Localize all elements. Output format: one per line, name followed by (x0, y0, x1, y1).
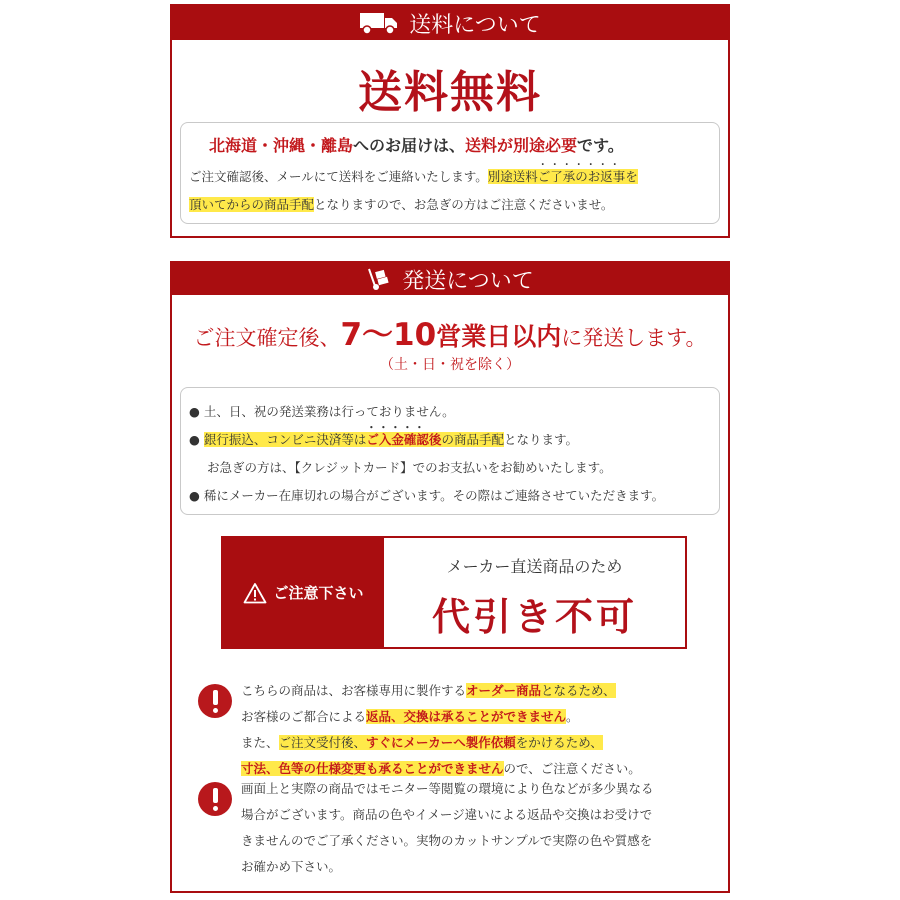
caution-label: ご注意下さい (273, 584, 364, 602)
shipping-fee-header (172, 6, 728, 40)
shipping-fee-note (180, 122, 720, 224)
dispatch-header-text: 発送について (402, 268, 534, 294)
caution-box (221, 536, 687, 649)
exclamation-icon (198, 782, 232, 816)
order-product-notice: こちらの商品は、お客様専用に製作するオーダー商品となるため、 お客様のご都合による返品、交換は承ることができません。 また、ご注文受付後、すぐにメーカーへ製作依頼をかけるため、 寸法、色等の仕様変更も承ることができませんので、ご注意ください。 (241, 683, 641, 776)
dispatch-note (180, 387, 720, 515)
dispatch-bullet-2-sub: お急ぎの方は、【クレジットカード】でのお支払いをお勧めいたします。 (207, 460, 612, 475)
truck-icon (359, 11, 399, 35)
shipping-note-line3: 頂いてからの商品手配となりますので、お急ぎの方はご注意くださいませ。 (189, 197, 614, 212)
shipping-note-lead: 北海道・沖縄・離島へのお届けは、送料が別途必要です。 (209, 136, 624, 155)
warning-triangle-icon (243, 582, 267, 604)
exclamation-icon (198, 684, 232, 718)
dispatch-header (172, 263, 728, 295)
hand-truck-icon (366, 267, 392, 291)
no-cod-text: 代引き不可 (431, 595, 637, 639)
caution-subtext: メーカー直送商品のため (446, 557, 623, 576)
dispatch-bullet-3: ● 稀にメーカー在庫切れの場合がございます。その際はご連絡させていただきます。 (189, 488, 665, 503)
color-difference-notice: 画面上と実際の商品ではモニター等閲覧の環境により色などが多少異なる 場合がございます。商品の色やイメージ違いによる返品や交換はお受けで きませんのでご了承ください。実物のカットサンプルで実際の色や質感を お確かめ下さい。 (241, 781, 654, 874)
dispatch-exclusion: （土・日・祝を除く） (380, 357, 520, 373)
dispatch-lead: ご注文確定後、7〜10営業日以内に発送します。 (193, 317, 707, 353)
dispatch-bullet-1: ● 土、日、祝の発送業務は行っておりません。 (189, 404, 455, 419)
dispatch-bullet-2: ● 銀行振込、コンビニ決済等は・・・・・ ご入金確認後の商品手配となります。 (189, 430, 578, 448)
shipping-note-line2: ご注文確認後、メールにて送料をご連絡いたします。別途送料・・・・・・・ ご了承のお返事を (189, 167, 638, 185)
caution-label-block (223, 538, 384, 647)
free-shipping-title: 送料無料 (358, 67, 542, 118)
shipping-fee-header-text: 送料について (409, 12, 541, 38)
